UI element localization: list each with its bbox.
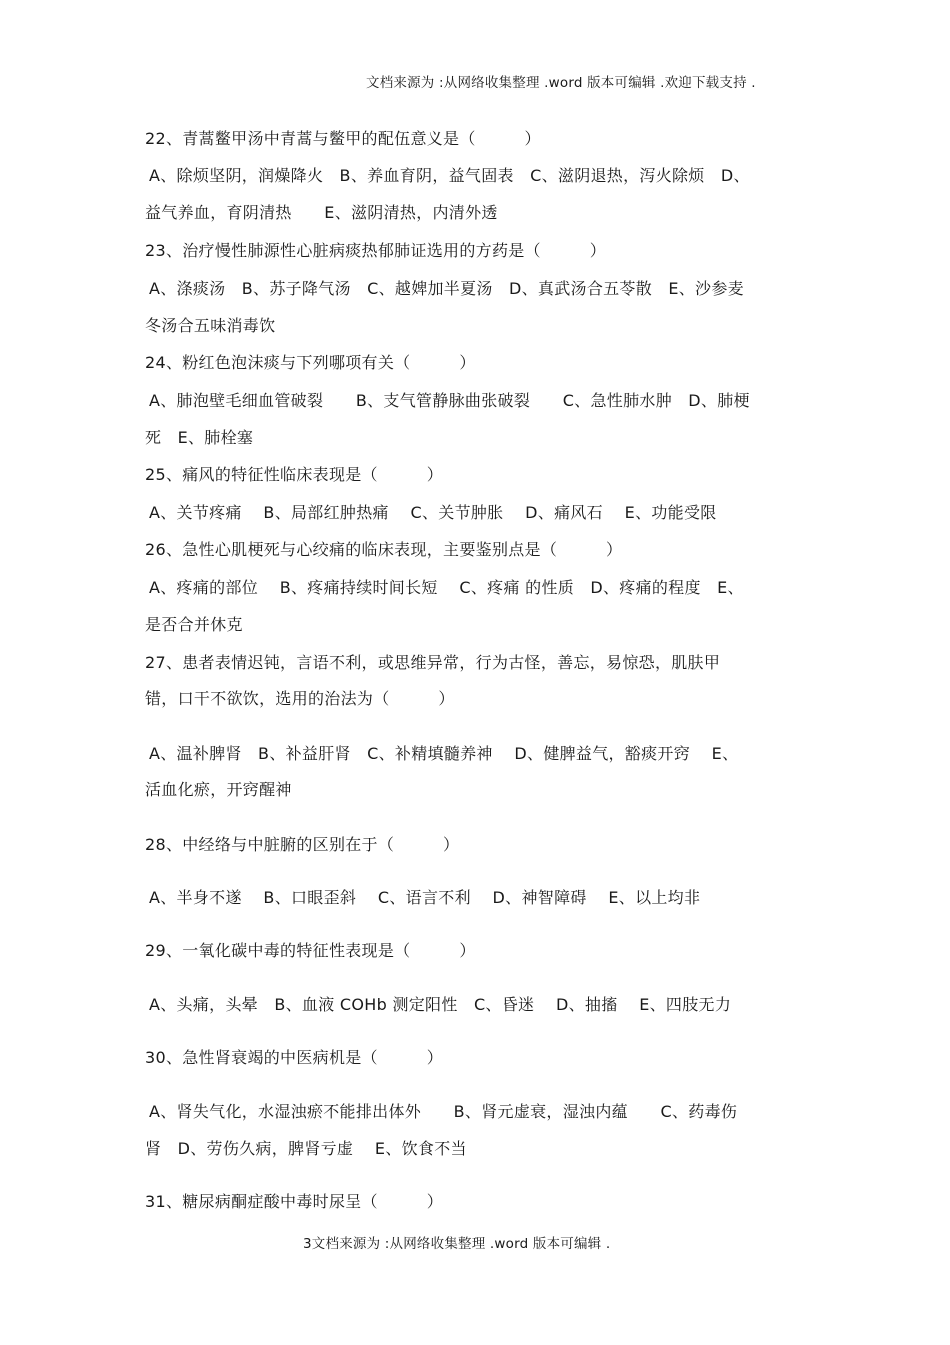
question-22: 22、青蒿鳖甲汤中青蒿与鳖甲的配伍意义是（ ）: [145, 129, 541, 148]
question-23: 23、治疗慢性肺源性心脏病痰热郁肺证选用的方药是（ ）: [145, 241, 607, 260]
question-26-options-cont: 是否合并休克: [145, 615, 243, 634]
question-27: 27、患者表情迟钝，言语不利，或思维异常，行为古怪，善忘，易惊恐，肌肤甲: [145, 653, 721, 672]
question-30: 30、急性肾衰竭的中医病机是（ ）: [145, 1048, 444, 1067]
question-24-options: A、肺泡壁毛细血管破裂 B、支气管静脉曲张破裂 C、急性肺水肿 D、肺梗: [149, 391, 750, 410]
page-footer: 3文档来源为 :从网络收集整理 .word 版本可编辑 .: [303, 1236, 611, 1252]
question-31: 31、糖尿病酮症酸中毒时尿呈（ ）: [145, 1192, 444, 1211]
question-29: 29、一氧化碳中毒的特征性表现是（ ）: [145, 941, 476, 960]
question-23-options-cont: 冬汤合五味消毒饮: [145, 316, 276, 335]
question-25: 25、痛风的特征性临床表现是（ ）: [145, 465, 444, 484]
question-22-options: A、除烦坚阴，润燥降火 B、养血育阴，益气固表 C、滋阴退热，泻火除烦 D、: [149, 166, 750, 185]
question-29-options: A、头痛，头晕 B、血液 COHb 测定阳性 C、昏迷 D、抽搐 E、四肢无力: [149, 995, 732, 1014]
page-header: 文档来源为 :从网络收集整理 .word 版本可编辑 .欢迎下载支持 .: [366, 75, 756, 91]
question-28-options: A、半身不遂 B、口眼歪斜 C、语言不利 D、神智障碍 E、以上均非: [149, 888, 701, 907]
question-24: 24、粉红色泡沫痰与下列哪项有关（ ）: [145, 353, 476, 372]
question-24-options-cont: 死 E、肺栓塞: [145, 428, 254, 447]
question-25-options: A、关节疼痛 B、局部红肿热痛 C、关节肿胀 D、痛风石 E、功能受限: [149, 503, 717, 522]
question-26-options: A、疼痛的部位 B、疼痛持续时间长短 C、疼痛 的性质 D、疼痛的程度 E、: [149, 578, 744, 597]
question-30-options-cont: 肾 D、劳伤久病，脾肾亏虚 E、饮食不当: [145, 1139, 467, 1158]
question-22-options-cont: 益气养血，育阴清热 E、滋阴清热，内清外透: [145, 203, 498, 222]
question-26: 26、急性心肌梗死与心绞痛的临床表现，主要鉴别点是（ ）: [145, 540, 623, 559]
question-30-options: A、肾失气化，水湿浊瘀不能排出体外 B、肾元虚衰，湿浊内蕴 C、药毒伤: [149, 1102, 738, 1121]
question-27-options-cont: 活血化瘀，开窍醒神: [145, 780, 292, 799]
question-28: 28、中经络与中脏腑的区别在于（ ）: [145, 835, 460, 854]
question-23-options: A、涤痰汤 B、苏子降气汤 C、越婢加半夏汤 D、真武汤合五苓散 E、沙参麦: [149, 279, 744, 298]
question-27-cont: 错，口干不欲饮，选用的治法为（ ）: [145, 689, 455, 708]
question-27-options: A、温补脾肾 B、补益肝肾 C、补精填髓养神 D、健脾益气，豁痰开窍 E、: [149, 744, 739, 763]
